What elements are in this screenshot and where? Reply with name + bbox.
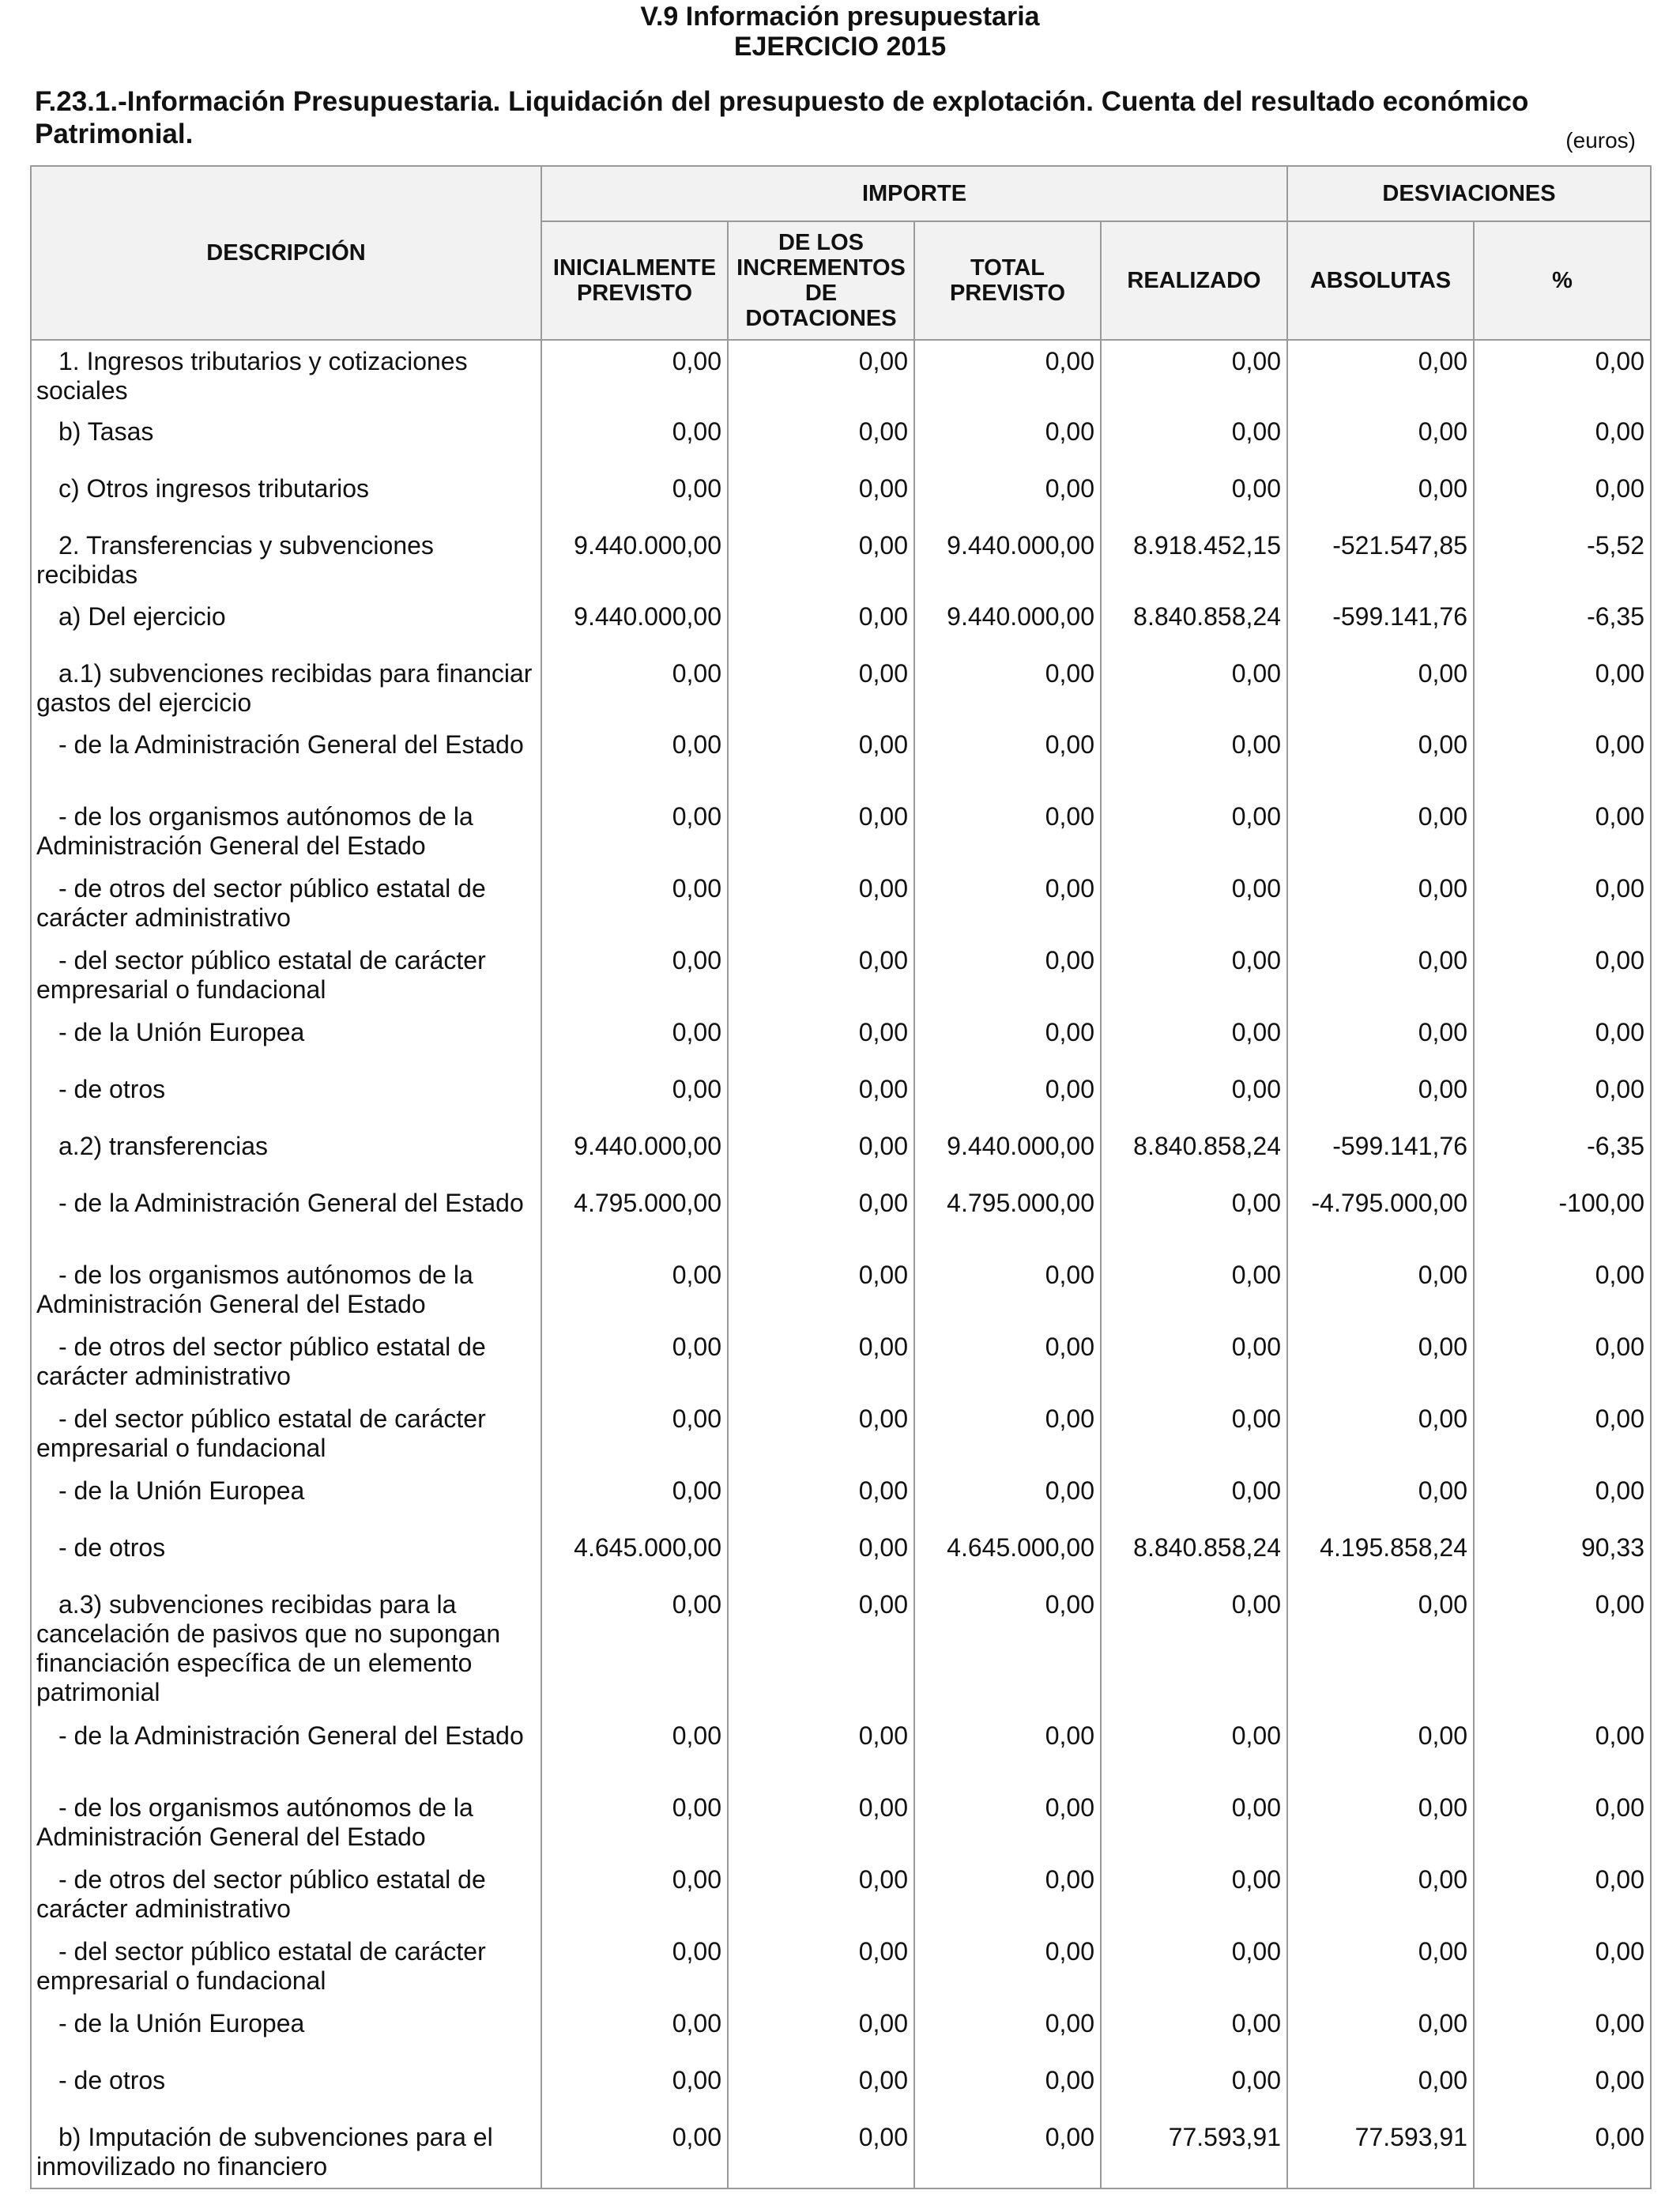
descripcion-text: - de los organismos autónomos de la Administración General del Estado [36,1793,473,1851]
cell-realizado: 0,00 [1101,1012,1287,1069]
table-row [31,525,1651,596]
cell-total-previsto: 0,00 [914,1931,1101,2003]
header-absolutas: ABSOLUTAS [1287,221,1474,340]
cell-descripcion [31,1182,541,1254]
cell-realizado: 0,00 [1101,1715,1287,1787]
cell-porcentaje: 0,00 [1474,1787,1651,1859]
cell-porcentaje: 0,00 [1474,796,1651,868]
cell-de-los-incrementos: 0,00 [728,468,914,525]
cell-descripcion [31,2003,541,2060]
cell-porcentaje: 0,00 [1474,2003,1651,2060]
cell-descripcion [31,796,541,868]
cell-porcentaje: 0,00 [1474,1584,1651,1715]
cell-porcentaje: 0,00 [1474,2060,1651,2117]
descripcion-text: a) Del ejercicio [58,602,226,631]
cell-de-los-incrementos: 0,00 [728,1859,914,1931]
descripcion-text: - de la Unión Europea [58,1476,305,1505]
descripcion-text: - de los organismos autónomos de la Administración General del Estado [36,1261,473,1318]
cell-absolutas: -521.547,85 [1287,525,1474,596]
cell-total-previsto: 0,00 [914,411,1101,468]
cell-porcentaje: 0,00 [1474,1398,1651,1470]
cell-total-previsto: 0,00 [914,2117,1101,2188]
table-row [31,2003,1651,2060]
cell-descripcion [31,1125,541,1182]
cell-realizado: 0,00 [1101,868,1287,940]
descripcion-text: b) Imputación de subvenciones para el inmovilizado no financiero [36,2123,493,2181]
descripcion-text: - de la Unión Europea [58,1018,305,1046]
descripcion-text: - de otros del sector público estatal de carácter administrativo [36,1865,486,1923]
table-row [31,468,1651,525]
header-descripcion: DESCRIPCIÓN [31,166,541,340]
table-row [31,653,1651,724]
cell-descripcion [31,1254,541,1326]
cell-realizado: 0,00 [1101,2060,1287,2117]
cell-absolutas: -599.141,76 [1287,1125,1474,1182]
cell-realizado: 0,00 [1101,1398,1287,1470]
cell-total-previsto: 0,00 [914,1398,1101,1470]
cell-descripcion [31,1584,541,1715]
cell-de-los-incrementos: 0,00 [728,868,914,940]
cell-de-los-incrementos: 0,00 [728,2003,914,2060]
cell-descripcion [31,2060,541,2117]
descripcion-text: 1. Ingresos tributarios y cotizaciones sociales [36,347,468,405]
descripcion-text: - de otros del sector público estatal de carácter administrativo [36,874,486,932]
cell-inicialmente-previsto: 0,00 [541,940,728,1012]
cell-total-previsto: 0,00 [914,1326,1101,1398]
cell-descripcion [31,596,541,653]
cell-de-los-incrementos: 0,00 [728,596,914,653]
cell-realizado: 77.593,91 [1101,2117,1287,2188]
cell-realizado: 0,00 [1101,1931,1287,2003]
descripcion-text: - del sector público estatal de carácter empresarial o fundacional [36,1404,486,1462]
cell-total-previsto: 0,00 [914,653,1101,724]
cell-porcentaje: 0,00 [1474,1012,1651,1069]
cell-realizado: 0,00 [1101,1254,1287,1326]
cell-total-previsto: 4.645.000,00 [914,1527,1101,1584]
fiscal-year-heading: EJERCICIO 2015 [733,32,947,62]
cell-realizado: 0,00 [1101,1584,1287,1715]
descripcion-text: 2. Transferencias y subvenciones recibidas [36,531,434,589]
cell-total-previsto: 9.440.000,00 [914,1125,1101,1182]
cell-absolutas: 0,00 [1287,868,1474,940]
cell-absolutas: 0,00 [1287,796,1474,868]
cell-absolutas: 0,00 [1287,940,1474,1012]
cell-descripcion [31,1527,541,1584]
cell-absolutas: 0,00 [1287,1398,1474,1470]
descripcion-text: - de la Administración General del Estado [58,1189,524,1217]
table-header [31,166,1651,340]
table-row [31,1069,1651,1125]
cell-total-previsto: 0,00 [914,1012,1101,1069]
cell-inicialmente-previsto: 0,00 [541,411,728,468]
descripcion-text: - de otros [58,1533,166,1562]
cell-total-previsto: 0,00 [914,1470,1101,1527]
page-heading [0,2,1680,62]
units-label: (euros) [1565,128,1636,153]
budget-table [30,165,1652,2189]
descripcion-text: - del sector público estatal de carácter empresarial o fundacional [36,946,486,1004]
cell-descripcion [31,868,541,940]
cell-realizado: 0,00 [1101,1182,1287,1254]
table-row [31,1125,1651,1182]
cell-total-previsto: 0,00 [914,868,1101,940]
cell-de-los-incrementos: 0,00 [728,796,914,868]
header-de-los-incrementos: DE LOS INCREMENTOS DE DOTACIONES [728,221,914,340]
cell-porcentaje: -6,35 [1474,596,1651,653]
cell-inicialmente-previsto: 0,00 [541,1398,728,1470]
cell-inicialmente-previsto: 0,00 [541,2003,728,2060]
cell-absolutas: 4.195.858,24 [1287,1527,1474,1584]
header-desviaciones: DESVIACIONES [1287,166,1651,221]
cell-realizado: 8.840.858,24 [1101,1527,1287,1584]
table-row [31,2117,1651,2188]
cell-realizado: 0,00 [1101,1470,1287,1527]
cell-inicialmente-previsto: 0,00 [541,868,728,940]
cell-porcentaje: 0,00 [1474,340,1651,411]
header-porcentaje: % [1474,221,1651,340]
cell-descripcion [31,411,541,468]
descripcion-text: - de la Unión Europea [58,2009,305,2038]
cell-de-los-incrementos: 0,00 [728,1715,914,1787]
cell-de-los-incrementos: 0,00 [728,2060,914,2117]
cell-inicialmente-previsto: 0,00 [541,653,728,724]
descripcion-text: - del sector público estatal de carácter empresarial o fundacional [36,1937,486,1995]
cell-total-previsto: 4.795.000,00 [914,1182,1101,1254]
cell-de-los-incrementos: 0,00 [728,653,914,724]
table-row [31,1527,1651,1584]
cell-inicialmente-previsto: 9.440.000,00 [541,1125,728,1182]
cell-inicialmente-previsto: 0,00 [541,1787,728,1859]
cell-realizado: 0,00 [1101,1326,1287,1398]
table-body [31,340,1651,2188]
cell-absolutas: 0,00 [1287,653,1474,724]
descripcion-text: a.1) subvenciones recibidas para financiar gastos del ejercicio [36,659,533,717]
cell-inicialmente-previsto: 0,00 [541,796,728,868]
table-row [31,1859,1651,1931]
cell-de-los-incrementos: 0,00 [728,1470,914,1527]
cell-total-previsto: 9.440.000,00 [914,525,1101,596]
cell-realizado: 8.918.452,15 [1101,525,1287,596]
cell-descripcion [31,1859,541,1931]
cell-de-los-incrementos: 0,00 [728,1584,914,1715]
cell-absolutas: 0,00 [1287,1254,1474,1326]
cell-realizado: 0,00 [1101,796,1287,868]
cell-absolutas: 0,00 [1287,724,1474,796]
cell-realizado: 0,00 [1101,1787,1287,1859]
table-row [31,1182,1651,1254]
cell-porcentaje: 0,00 [1474,724,1651,796]
cell-de-los-incrementos: 0,00 [728,1787,914,1859]
cell-porcentaje: 0,00 [1474,1069,1651,1125]
cell-absolutas: 77.593,91 [1287,2117,1474,2188]
cell-inicialmente-previsto: 0,00 [541,1326,728,1398]
cell-porcentaje: 0,00 [1474,868,1651,940]
table-row [31,411,1651,468]
table-row [31,724,1651,796]
cell-porcentaje: 0,00 [1474,411,1651,468]
cell-realizado: 0,00 [1101,468,1287,525]
cell-de-los-incrementos: 0,00 [728,724,914,796]
cell-inicialmente-previsto: 0,00 [541,2117,728,2188]
cell-realizado: 0,00 [1101,340,1287,411]
cell-inicialmente-previsto: 0,00 [541,1470,728,1527]
cell-total-previsto: 0,00 [914,1715,1101,1787]
cell-porcentaje: -5,52 [1474,525,1651,596]
cell-descripcion [31,1931,541,2003]
cell-descripcion [31,1470,541,1527]
cell-inicialmente-previsto: 0,00 [541,1931,728,2003]
cell-absolutas: 0,00 [1287,1069,1474,1125]
cell-inicialmente-previsto: 0,00 [541,1012,728,1069]
table-row [31,340,1651,411]
cell-total-previsto: 0,00 [914,2003,1101,2060]
cell-realizado: 0,00 [1101,1069,1287,1125]
descripcion-text: - de otros [58,1075,166,1103]
cell-de-los-incrementos: 0,00 [728,1931,914,2003]
descripcion-text: - de otros del sector público estatal de carácter administrativo [36,1333,486,1390]
table-row [31,1326,1651,1398]
cell-total-previsto: 9.440.000,00 [914,596,1101,653]
cell-porcentaje: -6,35 [1474,1125,1651,1182]
cell-inicialmente-previsto: 4.795.000,00 [541,1182,728,1254]
cell-total-previsto: 0,00 [914,796,1101,868]
cell-inicialmente-previsto: 0,00 [541,1069,728,1125]
cell-realizado: 0,00 [1101,1859,1287,1931]
cell-inicialmente-previsto: 0,00 [541,724,728,796]
cell-inicialmente-previsto: 0,00 [541,340,728,411]
cell-absolutas: 0,00 [1287,1584,1474,1715]
table-row [31,2060,1651,2117]
cell-de-los-incrementos: 0,00 [728,525,914,596]
table-row [31,1584,1651,1715]
cell-porcentaje: 0,00 [1474,653,1651,724]
header-realizado: REALIZADO [1101,221,1287,340]
cell-de-los-incrementos: 0,00 [728,940,914,1012]
cell-inicialmente-previsto: 0,00 [541,1859,728,1931]
table-row [31,940,1651,1012]
cell-de-los-incrementos: 0,00 [728,1254,914,1326]
cell-realizado: 8.840.858,24 [1101,596,1287,653]
cell-porcentaje: 0,00 [1474,1715,1651,1787]
cell-descripcion [31,940,541,1012]
cell-de-los-incrementos: 0,00 [728,1069,914,1125]
cell-porcentaje: 90,33 [1474,1527,1651,1584]
cell-de-los-incrementos: 0,00 [728,1012,914,1069]
cell-descripcion [31,1787,541,1859]
cell-absolutas: 0,00 [1287,411,1474,468]
table-row [31,1470,1651,1527]
table-row [31,868,1651,940]
cell-absolutas: 0,00 [1287,1859,1474,1931]
descripcion-text: a.2) transferencias [58,1132,269,1160]
cell-de-los-incrementos: 0,00 [728,411,914,468]
cell-descripcion [31,2117,541,2188]
cell-descripcion [31,1326,541,1398]
cell-porcentaje: 0,00 [1474,468,1651,525]
cell-porcentaje: 0,00 [1474,1470,1651,1527]
cell-porcentaje: 0,00 [1474,940,1651,1012]
cell-total-previsto: 0,00 [914,1069,1101,1125]
cell-de-los-incrementos: 0,00 [728,1326,914,1398]
cell-de-los-incrementos: 0,00 [728,1527,914,1584]
cell-inicialmente-previsto: 0,00 [541,1584,728,1715]
table-row [31,796,1651,868]
cell-realizado: 0,00 [1101,724,1287,796]
cell-total-previsto: 0,00 [914,1254,1101,1326]
cell-absolutas: -599.141,76 [1287,596,1474,653]
cell-absolutas: 0,00 [1287,1012,1474,1069]
cell-total-previsto: 0,00 [914,940,1101,1012]
cell-inicialmente-previsto: 0,00 [541,1254,728,1326]
cell-absolutas: 0,00 [1287,1787,1474,1859]
descripcion-text: a.3) subvenciones recibidas para la cancelación de pasivos que no supongan financiación específica de un elemento patrimonial [36,1590,501,1706]
table-row [31,1931,1651,2003]
cell-realizado: 0,00 [1101,653,1287,724]
cell-total-previsto: 0,00 [914,468,1101,525]
cell-realizado: 0,00 [1101,940,1287,1012]
cell-inicialmente-previsto: 0,00 [541,1715,728,1787]
table-row [31,596,1651,653]
cell-inicialmente-previsto: 4.645.000,00 [541,1527,728,1584]
report-title: F.23.1.-Información Presupuestaria. Liquidación del presupuesto de explotación. Cuenta del resultado económico Patrimonial. [35,86,1529,149]
table-row [31,1398,1651,1470]
table-row [31,1012,1651,1069]
cell-descripcion [31,1398,541,1470]
cell-de-los-incrementos: 0,00 [728,1125,914,1182]
cell-total-previsto: 0,00 [914,1584,1101,1715]
cell-absolutas: 0,00 [1287,1470,1474,1527]
cell-porcentaje: 0,00 [1474,1931,1651,2003]
cell-de-los-incrementos: 0,00 [728,1398,914,1470]
cell-absolutas: -4.795.000,00 [1287,1182,1474,1254]
cell-descripcion [31,1069,541,1125]
header-importe: IMPORTE [541,166,1287,221]
cell-descripcion [31,653,541,724]
cell-realizado: 0,00 [1101,411,1287,468]
cell-absolutas: 0,00 [1287,1931,1474,2003]
cell-absolutas: 0,00 [1287,2060,1474,2117]
cell-inicialmente-previsto: 0,00 [541,468,728,525]
cell-descripcion [31,1012,541,1069]
cell-porcentaje: 0,00 [1474,1326,1651,1398]
cell-total-previsto: 0,00 [914,724,1101,796]
descripcion-text: c) Otros ingresos tributarios [58,474,370,503]
cell-porcentaje: 0,00 [1474,1254,1651,1326]
cell-porcentaje: 0,00 [1474,1859,1651,1931]
descripcion-text: b) Tasas [58,417,154,446]
cell-de-los-incrementos: 0,00 [728,1182,914,1254]
cell-inicialmente-previsto: 9.440.000,00 [541,525,728,596]
table-row [31,1715,1651,1787]
cell-descripcion [31,525,541,596]
cell-porcentaje: 0,00 [1474,2117,1651,2188]
cell-realizado: 8.840.858,24 [1101,1125,1287,1182]
cell-descripcion [31,468,541,525]
cell-total-previsto: 0,00 [914,1787,1101,1859]
cell-porcentaje: -100,00 [1474,1182,1651,1254]
descripcion-text: - de los organismos autónomos de la Administración General del Estado [36,802,473,860]
cell-total-previsto: 0,00 [914,340,1101,411]
cell-descripcion [31,340,541,411]
cell-inicialmente-previsto: 9.440.000,00 [541,596,728,653]
descripcion-text: - de la Administración General del Estado [58,730,524,759]
cell-realizado: 0,00 [1101,2003,1287,2060]
cell-total-previsto: 0,00 [914,2060,1101,2117]
cell-absolutas: 0,00 [1287,468,1474,525]
header-inicialmente-previsto: INICIALMENTE PREVISTO [541,221,728,340]
section-heading: V.9 Información presupuestaria [640,2,1040,32]
cell-descripcion [31,724,541,796]
cell-absolutas: 0,00 [1287,340,1474,411]
cell-descripcion [31,1715,541,1787]
cell-de-los-incrementos: 0,00 [728,2117,914,2188]
cell-inicialmente-previsto: 0,00 [541,2060,728,2117]
cell-absolutas: 0,00 [1287,2003,1474,2060]
cell-absolutas: 0,00 [1287,1326,1474,1398]
cell-de-los-incrementos: 0,00 [728,340,914,411]
table-row [31,1254,1651,1326]
cell-total-previsto: 0,00 [914,1859,1101,1931]
table-row [31,1787,1651,1859]
descripcion-text: - de la Administración General del Estado [58,1721,524,1750]
header-total-previsto: TOTAL PREVISTO [914,221,1101,340]
cell-absolutas: 0,00 [1287,1715,1474,1787]
descripcion-text: - de otros [58,2066,166,2094]
